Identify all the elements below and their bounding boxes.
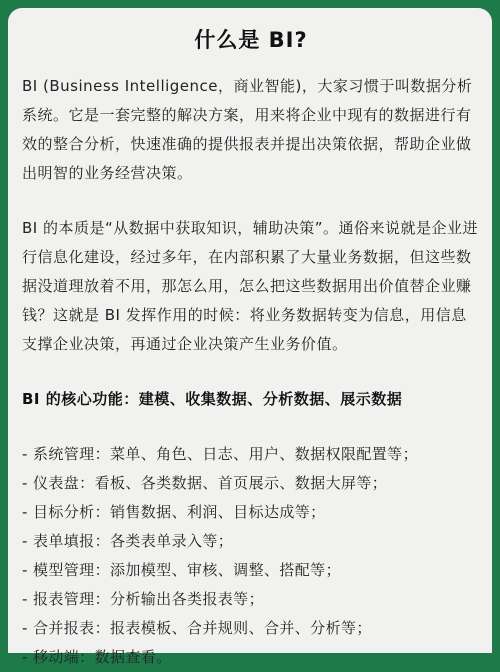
feature-item: - 报表管理：分析输出各类报表等； bbox=[22, 590, 264, 608]
feature-item: - 合并报表：报表模板、合并规则、合并、分析等； bbox=[22, 619, 372, 637]
feature-list bbox=[22, 440, 480, 672]
feature-item: - 表单填报：各类表单录入等； bbox=[22, 532, 234, 550]
article-card bbox=[8, 8, 492, 666]
feature-item: - 系统管理：菜单、角色、日志、用户、数据权限配置等； bbox=[22, 445, 418, 463]
paragraph-essence: BI 的本质是“从数据中获取知识，辅助决策”。通俗来说就是企业进行信息化建设，经过多年，在内部积累了大量业务数据，但这些数据没道理放着不用，那怎么用，怎么把这些数据用出价值替企业赚钱？这就是 BI 发挥作用的时候：将业务数据转变为信息，用信息支撑企业决策，再通过企业决策产生业务价值。 bbox=[22, 219, 479, 353]
feature-item: - 移动端：数据查看。 bbox=[22, 648, 172, 666]
feature-item: - 模型管理：添加模型、审核、调整、搭配等； bbox=[22, 561, 341, 579]
feature-item: - 仪表盘：看板、各类数据、首页展示、数据大屏等； bbox=[22, 474, 388, 492]
paragraph-intro: BI (Business Intelligence，商业智能)，大家习惯于叫数据分析系统。它是一套完整的解决方案，用来将企业中现有的数据进行有效的整合分析，快速准确的提供报表并提出决策依据，帮助企业做出明智的业务经营决策。 bbox=[22, 77, 473, 182]
core-functions-heading: BI 的核心功能：建模、收集数据、分析数据、展示数据 bbox=[22, 390, 403, 408]
feature-item: - 目标分析：销售数据、利润、目标达成等； bbox=[22, 503, 326, 521]
article-title: 什么是 BI? bbox=[194, 28, 308, 52]
